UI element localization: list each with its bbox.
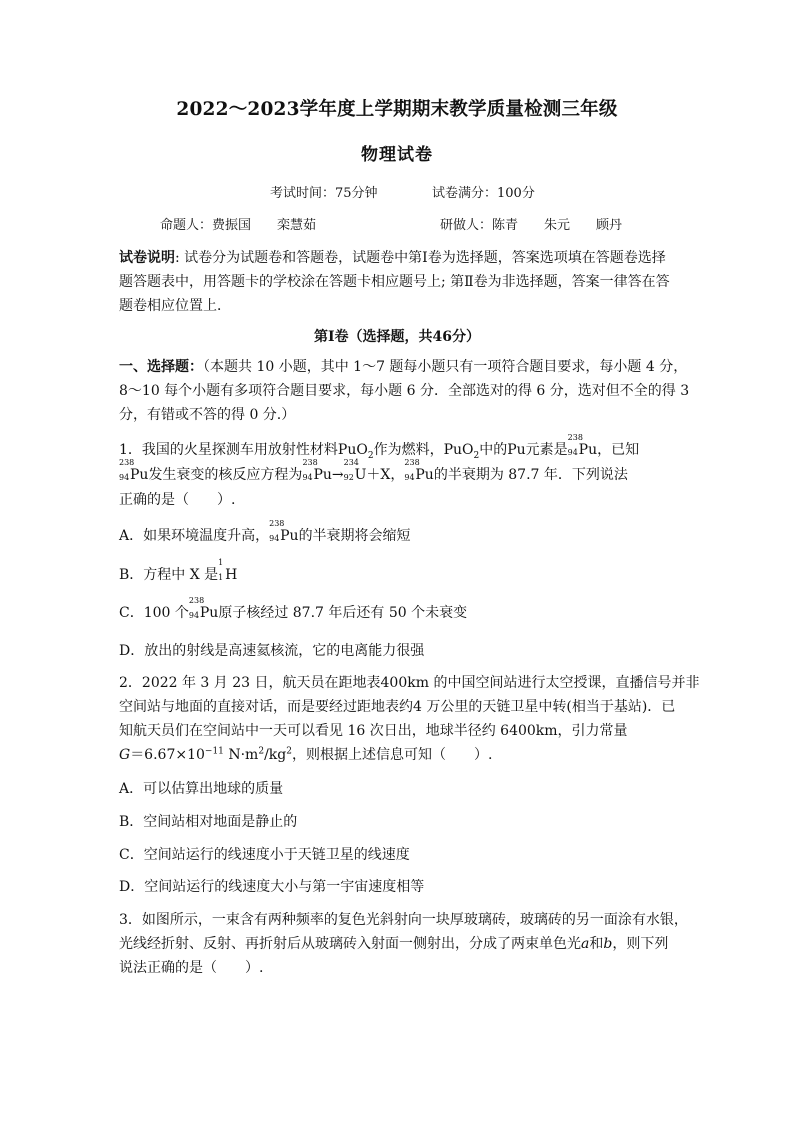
nuclide-pu238: 238 94 Pu <box>404 458 434 483</box>
q3-line-2: 光线经折射、反射、再折射后从玻璃砖入射面一侧射出，分成了两束单色光a和b，则下列 <box>119 936 669 952</box>
instructions-label: 试卷说明 <box>119 250 175 266</box>
instructions-line-1: 试卷说明: 试卷分为试题卷和答题卷，试题卷中第Ⅰ卷为选择题，答案选项填在答题卷选择 <box>119 250 666 266</box>
reviewers: 研做人：陈青 朱元 顾丹 <box>440 218 623 233</box>
full-score: 试卷满分：100分 <box>432 186 535 201</box>
q2-line-2: 空间站与地面的直接对话，而是要经过距地表约4 万公里的天链卫星中转(相当于基站)．已 <box>119 699 676 715</box>
q2-line-1: 2．2022 年 3 月 23 日，航天员在距地表400km 的中国空间站进行太空授课，直播信号并非 <box>119 675 700 691</box>
nuclide-pu238: 238 94 Pu <box>269 519 299 544</box>
nuclide-pu238: 238 94 Pu <box>567 433 598 458</box>
q1-line-3: 正确的是（ ）. <box>119 492 236 508</box>
section1-line-1: 一、选择题：（本题共 10 小题，其中 1～7 题每小题只有一项符合题目要求，每小题 4 分， <box>119 359 688 375</box>
exam-time: 考试时间：75分钟 <box>270 186 378 201</box>
q2-line-3: 知航天员们在空间站中一天可以看见 16 次日出，地球半径约 6400km，引力常量 <box>119 723 628 739</box>
q2-option-d: D．空间站运行的线速度大小与第一宇宙速度相等 <box>119 879 425 895</box>
section1-label: 一、选择题： <box>119 359 203 375</box>
q1-option-d: D．放出的射线是高速氦核流，它的电离能力很强 <box>119 643 425 659</box>
exam-title: 2022～2023学年度上学期期末教学质量检测三年级 <box>176 99 618 120</box>
q1-line-2: 238 94 Pu发生衰变的核反应方程为 238 94 Pu→ 234 92 U＋X， 238 94 Pu的半衰期为 87.7 年．下列说法 <box>119 458 628 483</box>
instructions-line-3: 题卷相应位置上． <box>119 298 231 314</box>
nuclide-pu238: 238 94 Pu <box>188 596 219 621</box>
q3-line-1: 3．如图所示，一束含有两种频率的复色光斜射向一块厚玻璃砖，玻璃砖的另一面涂有水银， <box>119 912 688 928</box>
nuclide-h1: 1 1 H <box>218 558 238 583</box>
section1-line-3: 分，有错或不答的得 0 分.） <box>119 407 296 423</box>
q3-line-3: 说法正确的是（ ）. <box>119 960 264 976</box>
nuclide-pu238: 238 94 Pu <box>119 458 149 483</box>
nuclide-u234: 234 92 U <box>343 458 367 483</box>
subject-title: 物理试卷 <box>361 145 433 165</box>
q2-line-4: $G=6.67\times 10^{-11}$ $N\cdot m^2/kg^2$，则根据上述信息可知（ ）. <box>119 746 493 763</box>
q1-option-a: A．如果环境温度升高， 238 94 Pu的半衰期将会缩短 <box>119 519 411 544</box>
q2-option-b: B．空间站相对地面是静止的 <box>119 814 298 830</box>
q1-option-b: B．方程中 X 是 1 1 H <box>119 558 238 583</box>
q1-line-1: 1．我国的火星探测车用放射性材料PuO$_2$作为燃料，PuO$_2$中的Pu元素是 238 94 Pu，已知 <box>119 433 640 461</box>
setters: 命题人：费振国 栾慧茹 <box>160 218 317 233</box>
q2-option-a: A．可以估算出地球的质量 <box>119 781 284 797</box>
section1-line-2: 8～10 每个小题有多项符合题目要求，每小题 6 分．全部选对的得 6 分，选对但不全的得 3 <box>119 383 690 399</box>
q1-option-c: C．100 个 238 94 Pu原子核经过 87.7 年后还有 50 个未衰变 <box>119 596 468 621</box>
part1-heading: 第Ⅰ卷（选择题，共46分） <box>313 329 481 345</box>
nuclide-pu238: 238 94 Pu <box>302 458 332 483</box>
instructions-line-2: 题答题表中，用答题卡的学校涂在答题卡相应题号上; 第Ⅱ卷为非选择题，答案一律答在答 <box>119 274 670 290</box>
q2-option-c: C．空间站运行的线速度小于天链卫星的线速度 <box>119 847 410 863</box>
